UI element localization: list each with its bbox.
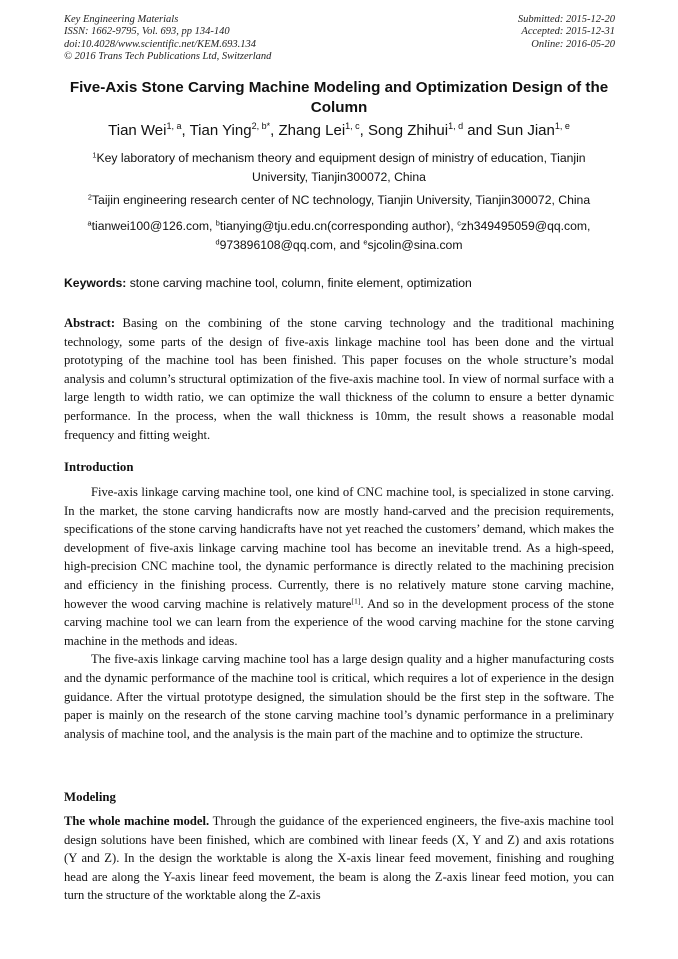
email-link: zh349495059@qq.com, (460, 219, 591, 233)
author-name: Tian Wei (108, 122, 167, 139)
journal-doi: doi:10.4028/www.scientific.net/KEM.693.134 (64, 38, 256, 50)
modeling-section (64, 812, 614, 905)
author-name: Sun Jian (496, 122, 555, 139)
author-affiliation-mark: 2, b* (251, 121, 271, 132)
journal-copyright: © 2016 Trans Tech Publications Ltd, Switzerland (64, 51, 272, 63)
section-heading-introduction: Introduction (64, 460, 134, 474)
section-heading-modeling: Modeling (64, 790, 116, 804)
abstract-text: Basing on the combining of the stone carving technology and the traditional machining technology, some parts of the design of five-axis linkage machine tool has been done and the virtual prototyping of the machine tool has been finished. This paper focuses on the whole structure’s modal analysis and column’s structural optimization of the five-axis machine tool. In view of normal surface with a large length to width ratio, we can optimize the wall thickness of the column to ensure a better dynamic performance. In the process, when the wall thickness is 10mm, the result shows a reasonable modal frequency and fitting weight. (64, 316, 614, 442)
abstract-label: Abstract: (64, 316, 116, 330)
citation-reference: [1] (351, 595, 361, 605)
paper-title: Five-Axis Stone Carving Machine Modeling and Optimization Design of the Column (69, 79, 609, 116)
author-name: Song Zhihui (368, 122, 449, 139)
affiliation-1: $^1$Key laboratory of mechanism theory and equipment design of ministry of education, Tianjin University, Tianjin300072, China (92, 150, 586, 184)
subsection-heading: The whole machine model. (64, 814, 210, 828)
author-affiliation-mark: 1, c (345, 121, 360, 132)
keywords (64, 274, 614, 292)
online-date: Online: 2016-05-20 (531, 38, 615, 50)
journal-issn: ISSN: 1662-9795, Vol. 693, pp 134-140 (64, 26, 230, 38)
paragraph: The whole machine model. Through the guidance of the experienced engineers, the five-axis machine tool design solutions have been finished, which are combined with linear feeds (X, Y and Z) and axis rotations (Y and Z). In the design the worktable is along the X-axis linear feed movement, finishing and roughing head are along the Y-axis linear feed movement, the beam is along the Z-axis linear feed motion, you can turn the structure of the worktable along the Z-axis (64, 814, 614, 903)
keywords-label: Keywords: (64, 276, 127, 290)
author-affiliation-mark: 1, e (554, 121, 570, 132)
email-link: tianwei100@126.com, (91, 219, 216, 233)
submitted-date: Submitted: 2015-12-20 (517, 14, 615, 25)
accepted-date: Accepted: 2015-12-31 (521, 26, 615, 38)
paragraph: Five-axis linkage carving machine tool, one kind of CNC machine tool, is specialized in stone carving. In the market, the stone carving handicrafts now are mostly hand-carved and the precision requirements, specifications of the stone carving handicrafts have not yet reached the customers’ demand, which makes the development of five-axis linkage carving machine tool has become an inevitable trend. As a high-speed, high-precision CNC machine tool, the dynamic performance is directly related to the machining precision and efficiency in the finishing process. Currently, there is no relatively mature stone carving machine, however the wood carving machine is relatively mature[1]. And so in the development process of the stone carving machine tool we can learn from the experience of the wood carving machine for the stone carving machine in the methods and ideas. (64, 485, 615, 648)
author-affiliation-mark: 1, d (448, 121, 464, 132)
introduction-section (64, 483, 614, 743)
author-name: Zhang Lei (278, 122, 346, 139)
email-link: sjcolin@sina.com (367, 237, 463, 252)
author-list: Tian Wei$^{1, a}$, Tian Ying$^{2, b*}$, Zhang Lei$^{1, c}$, Song Zhihui$^{1, d}$ and Sun Jian$^{1, e}$ (108, 121, 570, 139)
email-link: 973896108@qq.com, and (219, 237, 364, 252)
author-affiliation-mark: 1, a (166, 121, 182, 132)
email-link: tianying@tju.edu.cn(corresponding author), (219, 219, 458, 233)
affiliation-2: $^2$Taijin engineering research center of NC technology, Tianjin University, Tianjin300072, China (87, 192, 591, 207)
author-name: Tian Ying (189, 122, 252, 139)
journal-header (64, 14, 271, 64)
author-emails: $^a$tianwei100@126.com, $^b$tianying@tju.edu.cn(corresponding author), $^c$zh349495059@qq.com, $^d$973896108@qq.com, and $^e$sjcolin@sina.com (87, 218, 591, 252)
keywords-text: stone carving machine tool, column, finite element, optimization (126, 276, 472, 290)
publication-dates (518, 14, 615, 51)
paragraph: The five-axis linkage carving machine tool has a large design quality and a higher manufacturing costs and the dynamic performance of the machine tool is critical, which requires a lot of experience in the design guidance. After the virtual prototype designed, the simulation should be the first step in the software. The paper is mainly on the research of the stone carving machine tool’s dynamic performance in a preliminary analysis of machine tool, and the analysis is the main part of the machine and to optimize the structure. (64, 652, 614, 741)
abstract (64, 314, 614, 444)
journal-name: Key Engineering Materials (64, 14, 179, 25)
